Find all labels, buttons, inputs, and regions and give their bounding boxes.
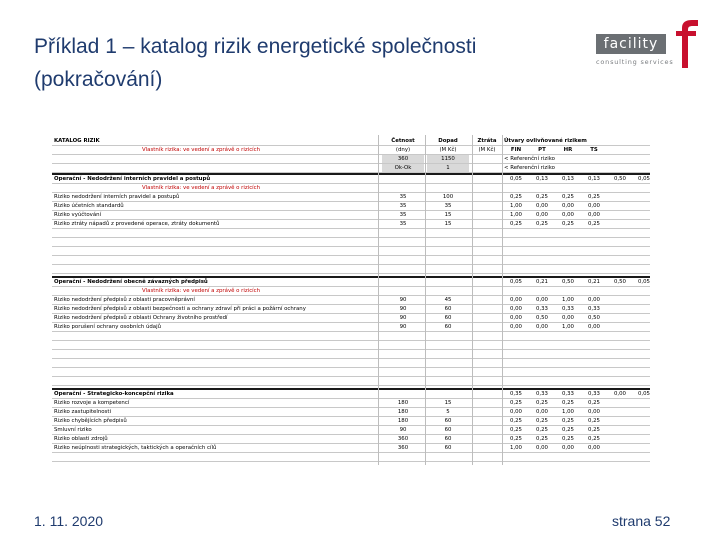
column-divider: [472, 135, 473, 465]
table-header-row: [52, 137, 650, 145]
unit-share: 0,25: [561, 436, 574, 442]
risk-name: Riziko porušení ochrany osobních údajů: [54, 324, 162, 330]
empty-row: [52, 229, 650, 237]
empty-row: [52, 256, 650, 264]
risk-name: Riziko nedodržení předpisů z oblasti Ochrany životního prostředí: [54, 315, 228, 321]
risk-row: [52, 323, 650, 331]
empty-row: [52, 265, 650, 273]
risk-frequency: 35: [399, 203, 407, 209]
unit-header-hr: HR: [563, 147, 573, 153]
unit-share: 0,25: [535, 427, 548, 433]
unit-share: 0,00: [535, 445, 548, 451]
risk-impact: 15: [444, 221, 452, 227]
unit-share: 0,00: [587, 324, 600, 330]
risk-row: [52, 211, 650, 219]
unit-share: 1,00: [509, 203, 522, 209]
risk-impact: 60: [444, 445, 452, 451]
section-total: 0,13: [587, 176, 600, 182]
unit-header-fin: FIN: [510, 147, 522, 153]
empty-row: [52, 332, 650, 340]
unit-share: 0,25: [509, 418, 522, 424]
unit-share: 0,00: [561, 203, 574, 209]
ref-impact: 1150: [427, 155, 469, 163]
column-divider: [378, 135, 379, 465]
table-header-row: [52, 146, 650, 154]
risk-row: [52, 435, 650, 443]
risk-name: Riziko vyúčtování: [54, 212, 102, 218]
slide-title-line2: (pokračování): [34, 68, 163, 91]
owner-note: Vlastník rizika: ve vedení a zprávě o rizicích: [142, 288, 261, 294]
unit-share: 0,25: [587, 400, 600, 406]
risk-frequency: 360: [397, 445, 409, 451]
logo-wordmark: facility: [596, 34, 666, 54]
risk-impact: 60: [444, 324, 452, 330]
owner-note-row: [52, 287, 650, 295]
unit-share: 1,00: [509, 445, 522, 451]
risk-frequency: 90: [399, 315, 407, 321]
risk-frequency: 180: [397, 409, 409, 415]
unit-share: 0,25: [561, 427, 574, 433]
risk-impact: 45: [444, 297, 452, 303]
unit-share: 1,00: [561, 409, 574, 415]
unit-share: 0,00: [509, 409, 522, 415]
empty-row: [52, 341, 650, 349]
section-header-row: [52, 390, 650, 398]
unit-share: 1,00: [561, 297, 574, 303]
risk-row: [52, 426, 650, 434]
unit-share: 0,25: [535, 221, 548, 227]
risk-name: Riziko nedodržení předpisů z oblasti bezpečnosti a ochrany zdraví při práci a požární ochrany: [54, 306, 306, 312]
unit-share: 0,00: [535, 324, 548, 330]
risk-row: [52, 444, 650, 452]
unit-share: 0,25: [509, 194, 522, 200]
table-title: KATALOG RIZIK: [54, 138, 100, 144]
unit-share: 0,25: [587, 436, 600, 442]
unit-share: 0,00: [587, 297, 600, 303]
unit-share: 0,00: [561, 212, 574, 218]
risk-name: Riziko ztráty nápadů z provedené operace, ztráty dokumentů: [54, 221, 220, 227]
unit-share: 0,00: [587, 203, 600, 209]
slide-page-number: strana 52: [612, 513, 671, 529]
grid-line: [52, 385, 650, 386]
unit-share: 0,00: [509, 324, 522, 330]
risk-name: Riziko nedodržení předpisů z oblasti pracovněprávní: [54, 297, 195, 303]
empty-row: [52, 247, 650, 255]
unit-share: 0,00: [587, 445, 600, 451]
risk-impact: 60: [444, 427, 452, 433]
risk-impact: 60: [444, 315, 452, 321]
risk-impact: 60: [444, 436, 452, 442]
unit-share: 0,25: [535, 436, 548, 442]
risk-name: Riziko neúplnosti strategických, taktických a operačních cílů: [54, 445, 217, 451]
ref-frequency: 360: [382, 155, 424, 163]
empty-row: [52, 453, 650, 461]
col-impact-unit: (M Kč): [439, 147, 457, 153]
risk-name: Riziko zastupitelnosti: [54, 409, 111, 415]
section-title: Operační - Strategicko-koncepční rizika: [54, 391, 174, 397]
slide-title: [34, 30, 574, 96]
risk-row: [52, 399, 650, 407]
unit-share: 0,00: [535, 297, 548, 303]
col-frequency-header: Četnost: [391, 138, 415, 144]
unit-share: 0,50: [535, 315, 548, 321]
risk-frequency: 35: [399, 212, 407, 218]
section-total: 0,50: [613, 279, 626, 285]
owner-note: Vlastník rizika: ve vedení a zprávě o rizicích: [142, 185, 261, 191]
unit-share: 0,00: [509, 297, 522, 303]
risk-impact: 60: [444, 306, 452, 312]
unit-share: 0,25: [561, 221, 574, 227]
risk-frequency: 90: [399, 427, 407, 433]
unit-share: 1,00: [509, 212, 522, 218]
col-units-header: Útvary ovlivňované rizikem: [504, 138, 587, 144]
ref-frequency: Ok-Ok: [382, 164, 424, 172]
unit-share: 0,33: [535, 306, 548, 312]
risk-row: [52, 305, 650, 313]
col-loss-header: Ztráta: [477, 138, 497, 144]
empty-row: [52, 359, 650, 367]
risk-impact: 5: [446, 409, 450, 415]
risk-impact: 15: [444, 212, 452, 218]
unit-share: 0,00: [535, 212, 548, 218]
unit-header-ts: TS: [590, 147, 598, 153]
unit-share: 0,00: [535, 409, 548, 415]
risk-name: Smluvní riziko: [54, 427, 92, 433]
unit-share: 0,25: [509, 221, 522, 227]
col-frequency-unit: (dny): [395, 147, 411, 153]
section-total: 0,21: [535, 279, 548, 285]
unit-share: 0,25: [561, 194, 574, 200]
unit-share: 0,25: [587, 418, 600, 424]
risk-row: [52, 314, 650, 322]
unit-share: 0,00: [561, 445, 574, 451]
risk-frequency: 90: [399, 297, 407, 303]
risk-impact: 35: [444, 203, 452, 209]
unit-share: 0,25: [535, 400, 548, 406]
unit-share: 0,00: [509, 315, 522, 321]
section-total: 0,50: [613, 176, 626, 182]
ref-label: < Referenční riziko: [504, 165, 555, 171]
empty-row: [52, 238, 650, 246]
owner-note: Vlastník rizika: ve vedení a zprávě o rizicích: [142, 147, 261, 153]
section-total: 0,50: [561, 279, 574, 285]
section-total: 0,33: [587, 391, 600, 397]
risk-frequency: 35: [399, 221, 407, 227]
section-total: 0,35: [509, 391, 522, 397]
unit-share: 0,00: [587, 212, 600, 218]
unit-share: 0,25: [561, 400, 574, 406]
risk-frequency: 180: [397, 400, 409, 406]
risk-name: Riziko nedodržení interních pravidel a postupů: [54, 194, 180, 200]
col-impact-header: Dopad: [438, 138, 458, 144]
grid-line: [52, 461, 650, 462]
risk-row: [52, 408, 650, 416]
empty-row: [52, 377, 650, 385]
section-total: 0,05: [509, 176, 522, 182]
unit-share: 0,25: [587, 221, 600, 227]
unit-share: 0,25: [535, 194, 548, 200]
unit-share: 0,00: [509, 306, 522, 312]
unit-share: 0,50: [587, 315, 600, 321]
unit-header-pt: PT: [538, 147, 546, 153]
reference-row: [52, 164, 650, 172]
section-total: 0,05: [637, 391, 650, 397]
risk-row: [52, 296, 650, 304]
unit-share: 0,25: [509, 436, 522, 442]
risk-name: Riziko účetních standardů: [54, 203, 124, 209]
risk-impact: 15: [444, 400, 452, 406]
section-header-row: [52, 175, 650, 183]
risk-row: [52, 202, 650, 210]
unit-share: 0,25: [535, 418, 548, 424]
logo-subtitle: consulting services: [596, 58, 674, 66]
section-total: 0,33: [535, 391, 548, 397]
unit-share: 1,00: [561, 324, 574, 330]
risk-name: Riziko oblasti zdrojů: [54, 436, 108, 442]
section-total: 0,05: [509, 279, 522, 285]
unit-share: 0,00: [535, 203, 548, 209]
risk-frequency: 90: [399, 306, 407, 312]
unit-share: 0,25: [587, 194, 600, 200]
unit-share: 0,33: [587, 306, 600, 312]
section-total: 0,05: [637, 176, 650, 182]
section-total: 0,13: [561, 176, 574, 182]
risk-catalog-table: [52, 135, 650, 481]
risk-row: [52, 417, 650, 425]
ref-impact: 1: [427, 164, 469, 172]
section-total: 0,05: [637, 279, 650, 285]
grid-line: [52, 273, 650, 274]
section-total: 0,00: [613, 391, 626, 397]
empty-row: [52, 368, 650, 376]
risk-name: Riziko rozvoje a kompetencí: [54, 400, 130, 406]
ref-label: < Referenční riziko: [504, 156, 555, 162]
section-total: 0,21: [587, 279, 600, 285]
risk-frequency: 360: [397, 436, 409, 442]
empty-row: [52, 350, 650, 358]
owner-note-row: [52, 184, 650, 192]
risk-impact: 60: [444, 418, 452, 424]
risk-row: [52, 193, 650, 201]
section-title: Operační - Nedodržení obecně závazných předpisů: [54, 279, 208, 285]
risk-frequency: 90: [399, 324, 407, 330]
unit-share: 0,00: [587, 409, 600, 415]
col-loss-unit: (M Kč): [478, 147, 496, 153]
unit-share: 0,33: [561, 306, 574, 312]
risk-impact: 100: [442, 194, 454, 200]
unit-share: 0,25: [509, 400, 522, 406]
risk-frequency: 35: [399, 194, 407, 200]
slide-date: 1. 11. 2020: [34, 513, 104, 529]
unit-share: 0,00: [561, 315, 574, 321]
section-title: Operační - Nedodržení interních pravidel a postupů: [54, 176, 211, 182]
logo-f-icon: [672, 20, 702, 68]
section-total: 0,13: [535, 176, 548, 182]
reference-row: [52, 155, 650, 163]
column-divider: [502, 135, 503, 465]
unit-share: 0,25: [587, 427, 600, 433]
unit-share: 0,25: [509, 427, 522, 433]
section-total: 0,33: [561, 391, 574, 397]
column-divider: [425, 135, 426, 465]
unit-share: 0,25: [561, 418, 574, 424]
risk-name: Riziko chybějících předpisů: [54, 418, 127, 424]
facility-logo: [594, 20, 714, 70]
risk-row: [52, 220, 650, 228]
slide-title-line1: Příklad 1 – katalog rizik energetické společnosti: [34, 35, 477, 58]
risk-frequency: 180: [397, 418, 409, 424]
section-header-row: [52, 278, 650, 286]
